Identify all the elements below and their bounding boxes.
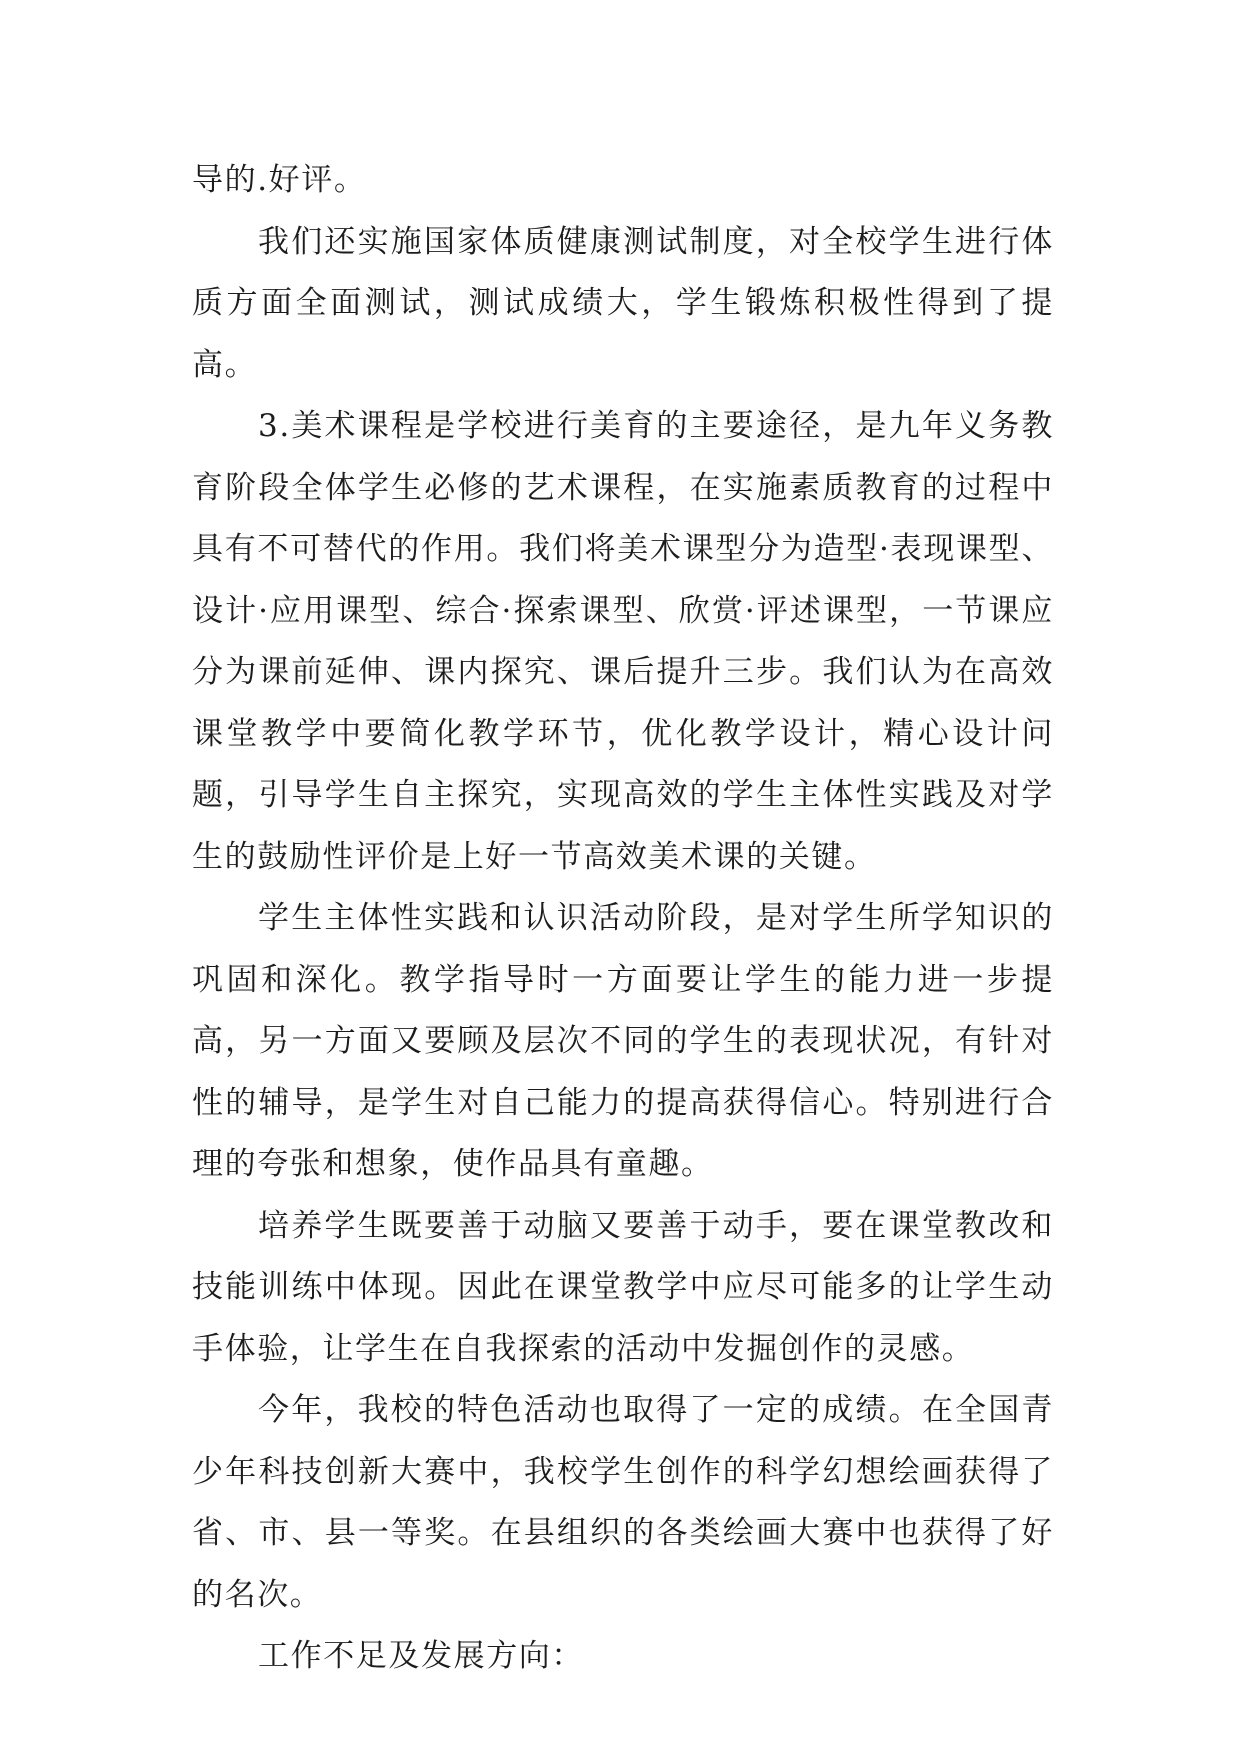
paragraph-student-practice: 学生主体性实践和认识活动阶段，是对学生所学知识的巩固和深化。教学指导时一方面要让学生的能力进一步提高，另一方面又要顾及层次不同的学生的表现状况，有针对性的辅导，是学生对自己能力的提高获得信心。特别进行合理的夸张和想象，使作品具有童趣。 <box>192 900 1054 1182</box>
paragraph-continuation: 导的.好评。 <box>192 162 367 198</box>
paragraph-shortcomings-heading: 工作不足及发展方向： <box>258 1638 584 1674</box>
paragraph-hands-on: 培养学生既要善于动脑又要善于动手，要在课堂教改和技能训练中体现。因此在课堂教学中应尽可能多的让学生动手体验，让学生在自我探索的活动中发掘创作的灵感。 <box>192 1207 1054 1367</box>
paragraph-achievements: 今年，我校的特色活动也取得了一定的成绩。在全国青少年科技创新大赛中，我校学生创作的科学幻想绘画获得了省、市、县一等奖。在县组织的各类绘画大赛中也获得了好的名次。 <box>192 1392 1054 1613</box>
document-body <box>192 150 1054 1688</box>
paragraph-fitness-test: 我们还实施国家体质健康测试制度，对全校学生进行体质方面全面测试，测试成绩大，学生锻炼积极性得到了提高。 <box>192 223 1054 383</box>
paragraph-art-curriculum: 3.美术课程是学校进行美育的主要途径，是九年义务教育阶段全体学生必修的艺术课程，在实施素质教育的过程中具有不可替代的作用。我们将美术课型分为造型·表现课型、设计·应用课型、综合·探索课型、欣赏·评述课型，一节课应分为课前延伸、课内探究、课后提升三步。我们认为在高效课堂教学中要简化教学环节，优化教学设计，精心设计问题，引导学生自主探究，实现高效的学生主体性实践及对学生的鼓励性评价是上好一节高效美术课的关键。 <box>192 408 1054 875</box>
